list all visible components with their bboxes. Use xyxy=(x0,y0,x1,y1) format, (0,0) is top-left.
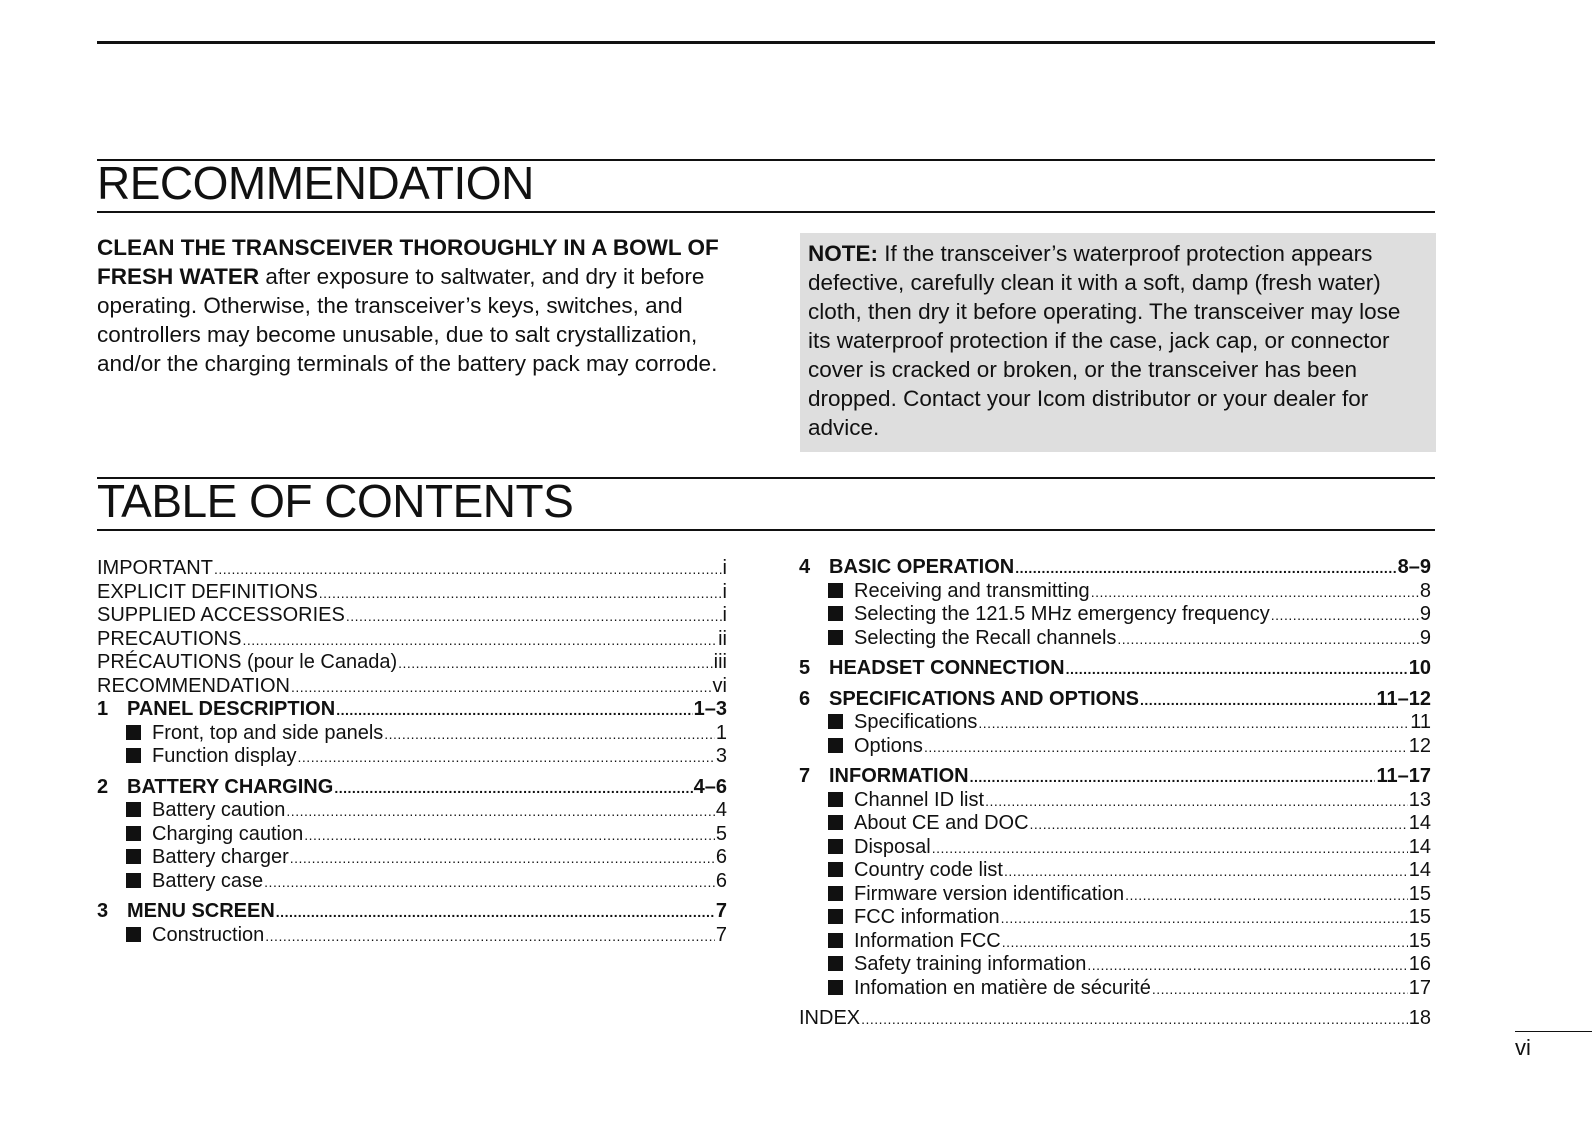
square-bullet-icon xyxy=(126,725,141,740)
leader-dots xyxy=(970,766,1376,789)
leader-dots xyxy=(1125,884,1408,907)
toc-entry-index[interactable]: INDEX ..... 18 xyxy=(799,1007,1431,1031)
leader-dots xyxy=(924,736,1408,759)
leader-dots xyxy=(1001,907,1408,930)
leader-dots xyxy=(242,629,717,652)
leader-dots xyxy=(1140,689,1375,712)
leader-dots xyxy=(286,800,714,823)
toc-item-receiving-transmitting[interactable]: Receiving and transmitting ..... 8 xyxy=(799,580,1431,604)
toc-item-securite[interactable]: Infomation en matière de sécurité ..... 17 xyxy=(799,977,1431,1001)
toc-entry-precautions-canada[interactable]: PRÉCAUTIONS (pour le Canada) ..... iii xyxy=(97,651,727,675)
leader-dots xyxy=(1004,860,1408,883)
toc-item-disposal[interactable]: Disposal ..... 14 xyxy=(799,836,1431,860)
leader-dots xyxy=(276,901,715,924)
toc-entry-recommendation[interactable]: RECOMMENDATION ..... vi xyxy=(97,675,727,699)
square-bullet-icon xyxy=(828,956,843,971)
toc-item-country-code-list[interactable]: Country code list ..... 14 xyxy=(799,859,1431,883)
toc-item-firmware-version[interactable]: Firmware version identification ..... 15 xyxy=(799,883,1431,907)
leader-dots xyxy=(985,790,1408,813)
square-bullet-icon xyxy=(126,927,141,942)
square-bullet-icon xyxy=(828,839,843,854)
recommendation-title: RECOMMENDATION xyxy=(97,157,534,209)
square-bullet-icon xyxy=(828,980,843,995)
top-border-rule xyxy=(97,41,1435,44)
toc-item-safety-training[interactable]: Safety training information ..... 16 xyxy=(799,953,1431,977)
recommendation-body: after exposure to saltwater, and dry it before operating. Otherwise, the transceiver’s keys, switches, and controllers may become unusable, due to salt crystallization, and/or the charging terminals of the battery pack may corrode. xyxy=(97,264,718,376)
toc-item-options[interactable]: Options ..... 12 xyxy=(799,735,1431,759)
leader-dots xyxy=(932,837,1408,860)
leader-dots xyxy=(214,558,722,581)
note-box xyxy=(800,233,1436,452)
leader-dots xyxy=(1002,931,1408,954)
square-bullet-icon xyxy=(126,849,141,864)
toc-item-specifications[interactable]: Specifications ..... 11 xyxy=(799,711,1431,735)
square-bullet-icon xyxy=(828,886,843,901)
leader-dots xyxy=(861,1008,1408,1031)
leader-dots xyxy=(978,712,1409,735)
square-bullet-icon xyxy=(828,606,843,621)
leader-dots xyxy=(1117,628,1418,651)
leader-dots xyxy=(384,723,715,746)
toc-chapter-1[interactable]: 1 PANEL DESCRIPTION ..... 1–3 xyxy=(97,698,727,722)
leader-dots xyxy=(264,871,715,894)
square-bullet-icon xyxy=(828,909,843,924)
leader-dots xyxy=(265,925,715,948)
toc-item-information-fcc[interactable]: Information FCC ..... 15 xyxy=(799,930,1431,954)
toc-chapter-7[interactable]: 7 INFORMATION ..... 11–17 xyxy=(799,765,1431,789)
square-bullet-icon xyxy=(126,748,141,763)
square-bullet-icon xyxy=(828,792,843,807)
leader-dots xyxy=(336,699,692,722)
toc-chapter-6[interactable]: 6 SPECIFICATIONS AND OPTIONS ..... 11–12 xyxy=(799,688,1431,712)
square-bullet-icon xyxy=(828,714,843,729)
toc-chapter-5[interactable]: 5 HEADSET CONNECTION ..... 10 xyxy=(799,657,1431,681)
toc-entry-explicit-definitions[interactable]: EXPLICIT DEFINITIONS ..... i xyxy=(97,581,727,605)
toc-item-ce-doc[interactable]: About CE and DOC ..... 14 xyxy=(799,812,1431,836)
toc-chapter-2[interactable]: 2 BATTERY CHARGING ..... 4–6 xyxy=(97,776,727,800)
toc-item-battery-case[interactable]: Battery case ..... 6 xyxy=(97,870,727,894)
leader-dots xyxy=(291,676,712,699)
square-bullet-icon xyxy=(828,583,843,598)
leader-dots xyxy=(334,777,692,800)
toc-rule-bottom xyxy=(97,529,1435,531)
toc-item-front-top-side-panels[interactable]: Front, top and side panels ..... 1 xyxy=(97,722,727,746)
toc-item-emergency-frequency[interactable]: Selecting the 121.5 MHz emergency frequency ..... 9 xyxy=(799,603,1431,627)
leader-dots xyxy=(1152,978,1408,1001)
toc-left-column xyxy=(97,557,727,947)
toc-item-function-display[interactable]: Function display ..... 3 xyxy=(97,745,727,769)
recommendation-rule-bottom xyxy=(97,211,1435,213)
leader-dots xyxy=(1066,658,1408,681)
page-number-rule xyxy=(1515,1031,1592,1032)
leader-dots xyxy=(290,847,715,870)
leader-dots xyxy=(304,824,715,847)
leader-dots xyxy=(1271,604,1419,627)
toc-item-battery-caution[interactable]: Battery caution ..... 4 xyxy=(97,799,727,823)
leader-dots xyxy=(1087,954,1407,977)
square-bullet-icon xyxy=(828,862,843,877)
leader-dots xyxy=(398,652,713,675)
toc-right-column xyxy=(799,556,1431,1031)
recommendation-bold-lead: CLEAN THE TRANSCEIVER THOROUGHLY IN A BOWL OF FRESH WATER xyxy=(97,235,719,289)
leader-dots xyxy=(346,605,722,628)
toc-item-channel-id-list[interactable]: Channel ID list ..... 13 xyxy=(799,789,1431,813)
leader-dots xyxy=(1091,581,1419,604)
square-bullet-icon xyxy=(126,826,141,841)
leader-dots xyxy=(1030,813,1408,836)
note-text: If the transceiver’s waterproof protection appears defective, carefully clean it with a soft, damp (fresh water) cloth, then dry it before operating. The transceiver may lose its waterproof protection if the case, jack cap, or connector cover is cracked or broken, or the transceiver has been dropped. Contact your Icom distributor or your dealer for advice. xyxy=(808,241,1401,440)
toc-item-charging-caution[interactable]: Charging caution ..... 5 xyxy=(97,823,727,847)
toc-item-fcc-information[interactable]: FCC information ..... 15 xyxy=(799,906,1431,930)
leader-dots xyxy=(1015,557,1396,580)
square-bullet-icon xyxy=(126,873,141,888)
page-number: vi xyxy=(1515,1035,1531,1060)
toc-entry-important[interactable]: IMPORTANT ..... i xyxy=(97,557,727,581)
square-bullet-icon xyxy=(828,815,843,830)
square-bullet-icon xyxy=(828,738,843,753)
toc-chapter-3[interactable]: 3 MENU SCREEN ..... 7 xyxy=(97,900,727,924)
square-bullet-icon xyxy=(828,933,843,948)
leader-dots xyxy=(298,746,715,769)
square-bullet-icon xyxy=(126,802,141,817)
toc-entry-supplied-accessories[interactable]: SUPPLIED ACCESSORIES ..... i xyxy=(97,604,727,628)
toc-entry-precautions[interactable]: PRECAUTIONS ..... ii xyxy=(97,628,727,652)
toc-item-battery-charger[interactable]: Battery charger ..... 6 xyxy=(97,846,727,870)
toc-title: TABLE OF CONTENTS xyxy=(97,475,574,527)
leader-dots xyxy=(319,582,722,605)
toc-item-construction[interactable]: Construction ..... 7 xyxy=(97,924,727,948)
note-label: NOTE: xyxy=(808,241,878,266)
square-bullet-icon xyxy=(828,630,843,645)
toc-chapter-4[interactable]: 4 BASIC OPERATION ..... 8–9 xyxy=(799,556,1431,580)
recommendation-paragraph xyxy=(97,233,737,378)
toc-item-recall-channels[interactable]: Selecting the Recall channels ..... 9 xyxy=(799,627,1431,651)
